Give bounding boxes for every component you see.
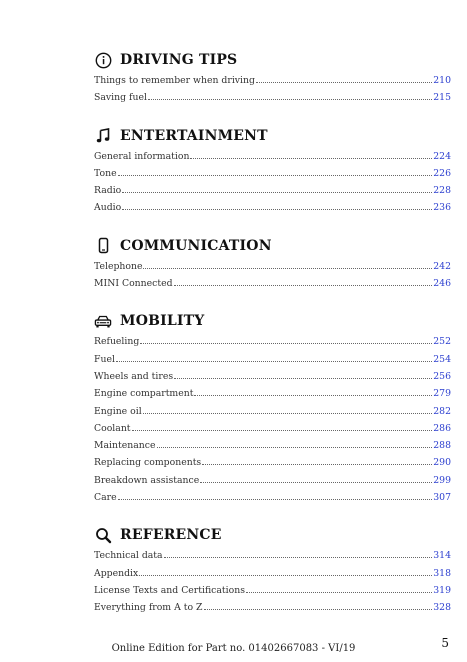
toc-entry-label: Saving fuel — [94, 92, 147, 104]
car-icon — [94, 312, 112, 330]
toc-entry[interactable] — [94, 336, 451, 353]
section-heading — [94, 234, 451, 258]
dot-leader — [140, 343, 432, 344]
toc-entry[interactable] — [94, 440, 451, 457]
toc-entry-page-link[interactable]: 318 — [433, 567, 451, 579]
section-title: ENTERTAINMENT — [120, 127, 268, 144]
toc-entry-page-link[interactable]: 314 — [433, 550, 451, 562]
toc-entry-page-link[interactable]: 228 — [433, 185, 451, 197]
toc-entry-page-link[interactable]: 246 — [433, 278, 451, 290]
toc-entry-label: Appendix — [94, 567, 139, 579]
toc-entry-label: Technical data — [94, 550, 163, 562]
section-title: DRIVING TIPS — [120, 52, 238, 68]
toc-entry[interactable] — [94, 185, 451, 202]
toc-entry[interactable] — [94, 168, 451, 185]
toc-entry-label: Refueling — [94, 336, 140, 348]
toc-entry[interactable] — [94, 585, 451, 602]
toc-entry[interactable] — [94, 568, 451, 585]
section-mobility — [94, 309, 451, 509]
toc-entry[interactable] — [94, 492, 451, 509]
toc-entry-page-link[interactable]: 319 — [433, 584, 451, 596]
section-heading — [94, 124, 451, 148]
toc-entry[interactable] — [94, 75, 451, 92]
toc-entry-page-link[interactable]: 210 — [433, 75, 451, 86]
section-communication — [94, 234, 451, 296]
dot-leader — [202, 464, 432, 465]
dot-leader — [256, 82, 432, 83]
table-of-contents — [94, 48, 451, 634]
dot-leader — [164, 557, 433, 558]
toc-entry-page-link[interactable]: 256 — [433, 370, 451, 382]
toc-entry-label: Replacing components — [94, 457, 202, 469]
toc-entry-label: Coolant — [94, 422, 131, 434]
search-icon — [94, 526, 112, 544]
toc-entry-page-link[interactable]: 286 — [433, 422, 451, 434]
toc-entry-page-link[interactable]: 279 — [433, 388, 451, 400]
dot-leader — [190, 158, 432, 159]
dot-leader — [246, 592, 432, 593]
toc-entry[interactable] — [94, 388, 451, 405]
toc-entry-label: Engine oil — [94, 405, 142, 417]
toc-entry-label: Radio — [94, 185, 122, 197]
dot-leader — [157, 447, 433, 448]
toc-entry-page-link[interactable]: 224 — [433, 150, 451, 162]
toc-entry-label: Everything from A to Z — [94, 602, 203, 614]
toc-entry-label: Audio — [94, 202, 122, 214]
toc-entry-page-link[interactable]: 288 — [433, 440, 451, 452]
dot-leader — [194, 395, 432, 396]
toc-entry[interactable] — [94, 550, 451, 567]
toc-entry-page-link[interactable]: 242 — [433, 260, 451, 272]
toc-entry-page-link[interactable]: 282 — [433, 405, 451, 417]
toc-entry-label: MINI Connected — [94, 278, 173, 290]
dot-leader — [122, 192, 432, 193]
toc-entry-page-link[interactable]: 226 — [433, 167, 451, 179]
dot-leader — [122, 209, 432, 210]
section-title: MOBILITY — [120, 313, 205, 330]
section-entertainment — [94, 124, 451, 220]
section-title: COMMUNICATION — [120, 237, 272, 254]
toc-entry-page-link[interactable]: 236 — [433, 202, 451, 214]
info-icon — [94, 51, 112, 69]
dot-leader — [174, 378, 432, 379]
toc-entry-label: Wheels and tires — [94, 370, 174, 382]
dot-leader — [143, 268, 432, 269]
section-heading — [94, 523, 451, 547]
toc-entry-label: Fuel — [94, 353, 115, 365]
toc-entry-page-link[interactable]: 252 — [433, 336, 451, 348]
section-driving-tips — [94, 48, 451, 110]
dot-leader — [118, 175, 433, 176]
dot-leader — [148, 99, 432, 100]
dot-leader — [204, 609, 433, 610]
toc-entry[interactable] — [94, 602, 451, 619]
toc-entry[interactable] — [94, 261, 451, 278]
music-note-icon — [94, 127, 112, 145]
toc-entry-label: General information — [94, 150, 190, 162]
dot-leader — [118, 499, 433, 500]
toc-entry[interactable] — [94, 406, 451, 423]
dot-leader — [139, 575, 432, 576]
toc-entry-page-link[interactable]: 215 — [433, 92, 451, 104]
toc-entry-label: Breakdown assistance — [94, 474, 200, 486]
toc-entry[interactable] — [94, 371, 451, 388]
toc-entry-page-link[interactable]: 328 — [433, 602, 451, 614]
toc-entry-page-link[interactable]: 254 — [433, 353, 451, 365]
toc-entry[interactable] — [94, 457, 451, 474]
dot-leader — [200, 482, 432, 483]
dot-leader — [116, 361, 432, 362]
toc-entry-label: Care — [94, 492, 117, 504]
toc-entry[interactable] — [94, 354, 451, 371]
section-title: REFERENCE — [120, 527, 222, 544]
section-heading — [94, 48, 451, 72]
page-number: 5 — [441, 636, 449, 650]
toc-entry[interactable] — [94, 423, 451, 440]
phone-icon — [94, 237, 112, 255]
toc-entry-label: Telephone — [94, 260, 143, 272]
toc-entry-label: Engine compartment — [94, 388, 194, 400]
toc-entry-label: License Texts and Certifications — [94, 584, 245, 596]
toc-entry[interactable] — [94, 151, 451, 168]
dot-leader — [174, 285, 433, 286]
section-heading — [94, 309, 451, 333]
toc-entry-label: Tone — [94, 167, 117, 179]
edition-footer: Online Edition for Part no. 01402667083 - VI/19 — [111, 643, 356, 654]
toc-entry-page-link[interactable]: 307 — [433, 492, 451, 504]
toc-entry[interactable] — [94, 92, 451, 109]
toc-entry[interactable] — [94, 475, 451, 492]
toc-entry-page-link[interactable]: 299 — [433, 474, 451, 486]
toc-entry-label: Maintenance — [94, 440, 156, 452]
dot-leader — [132, 430, 433, 431]
toc-entry-label: Things to remember when driving — [94, 75, 255, 86]
toc-entry-page-link[interactable]: 290 — [433, 457, 451, 469]
toc-entry[interactable] — [94, 202, 451, 219]
toc-entry[interactable] — [94, 278, 451, 295]
dot-leader — [143, 413, 433, 414]
section-reference — [94, 523, 451, 619]
